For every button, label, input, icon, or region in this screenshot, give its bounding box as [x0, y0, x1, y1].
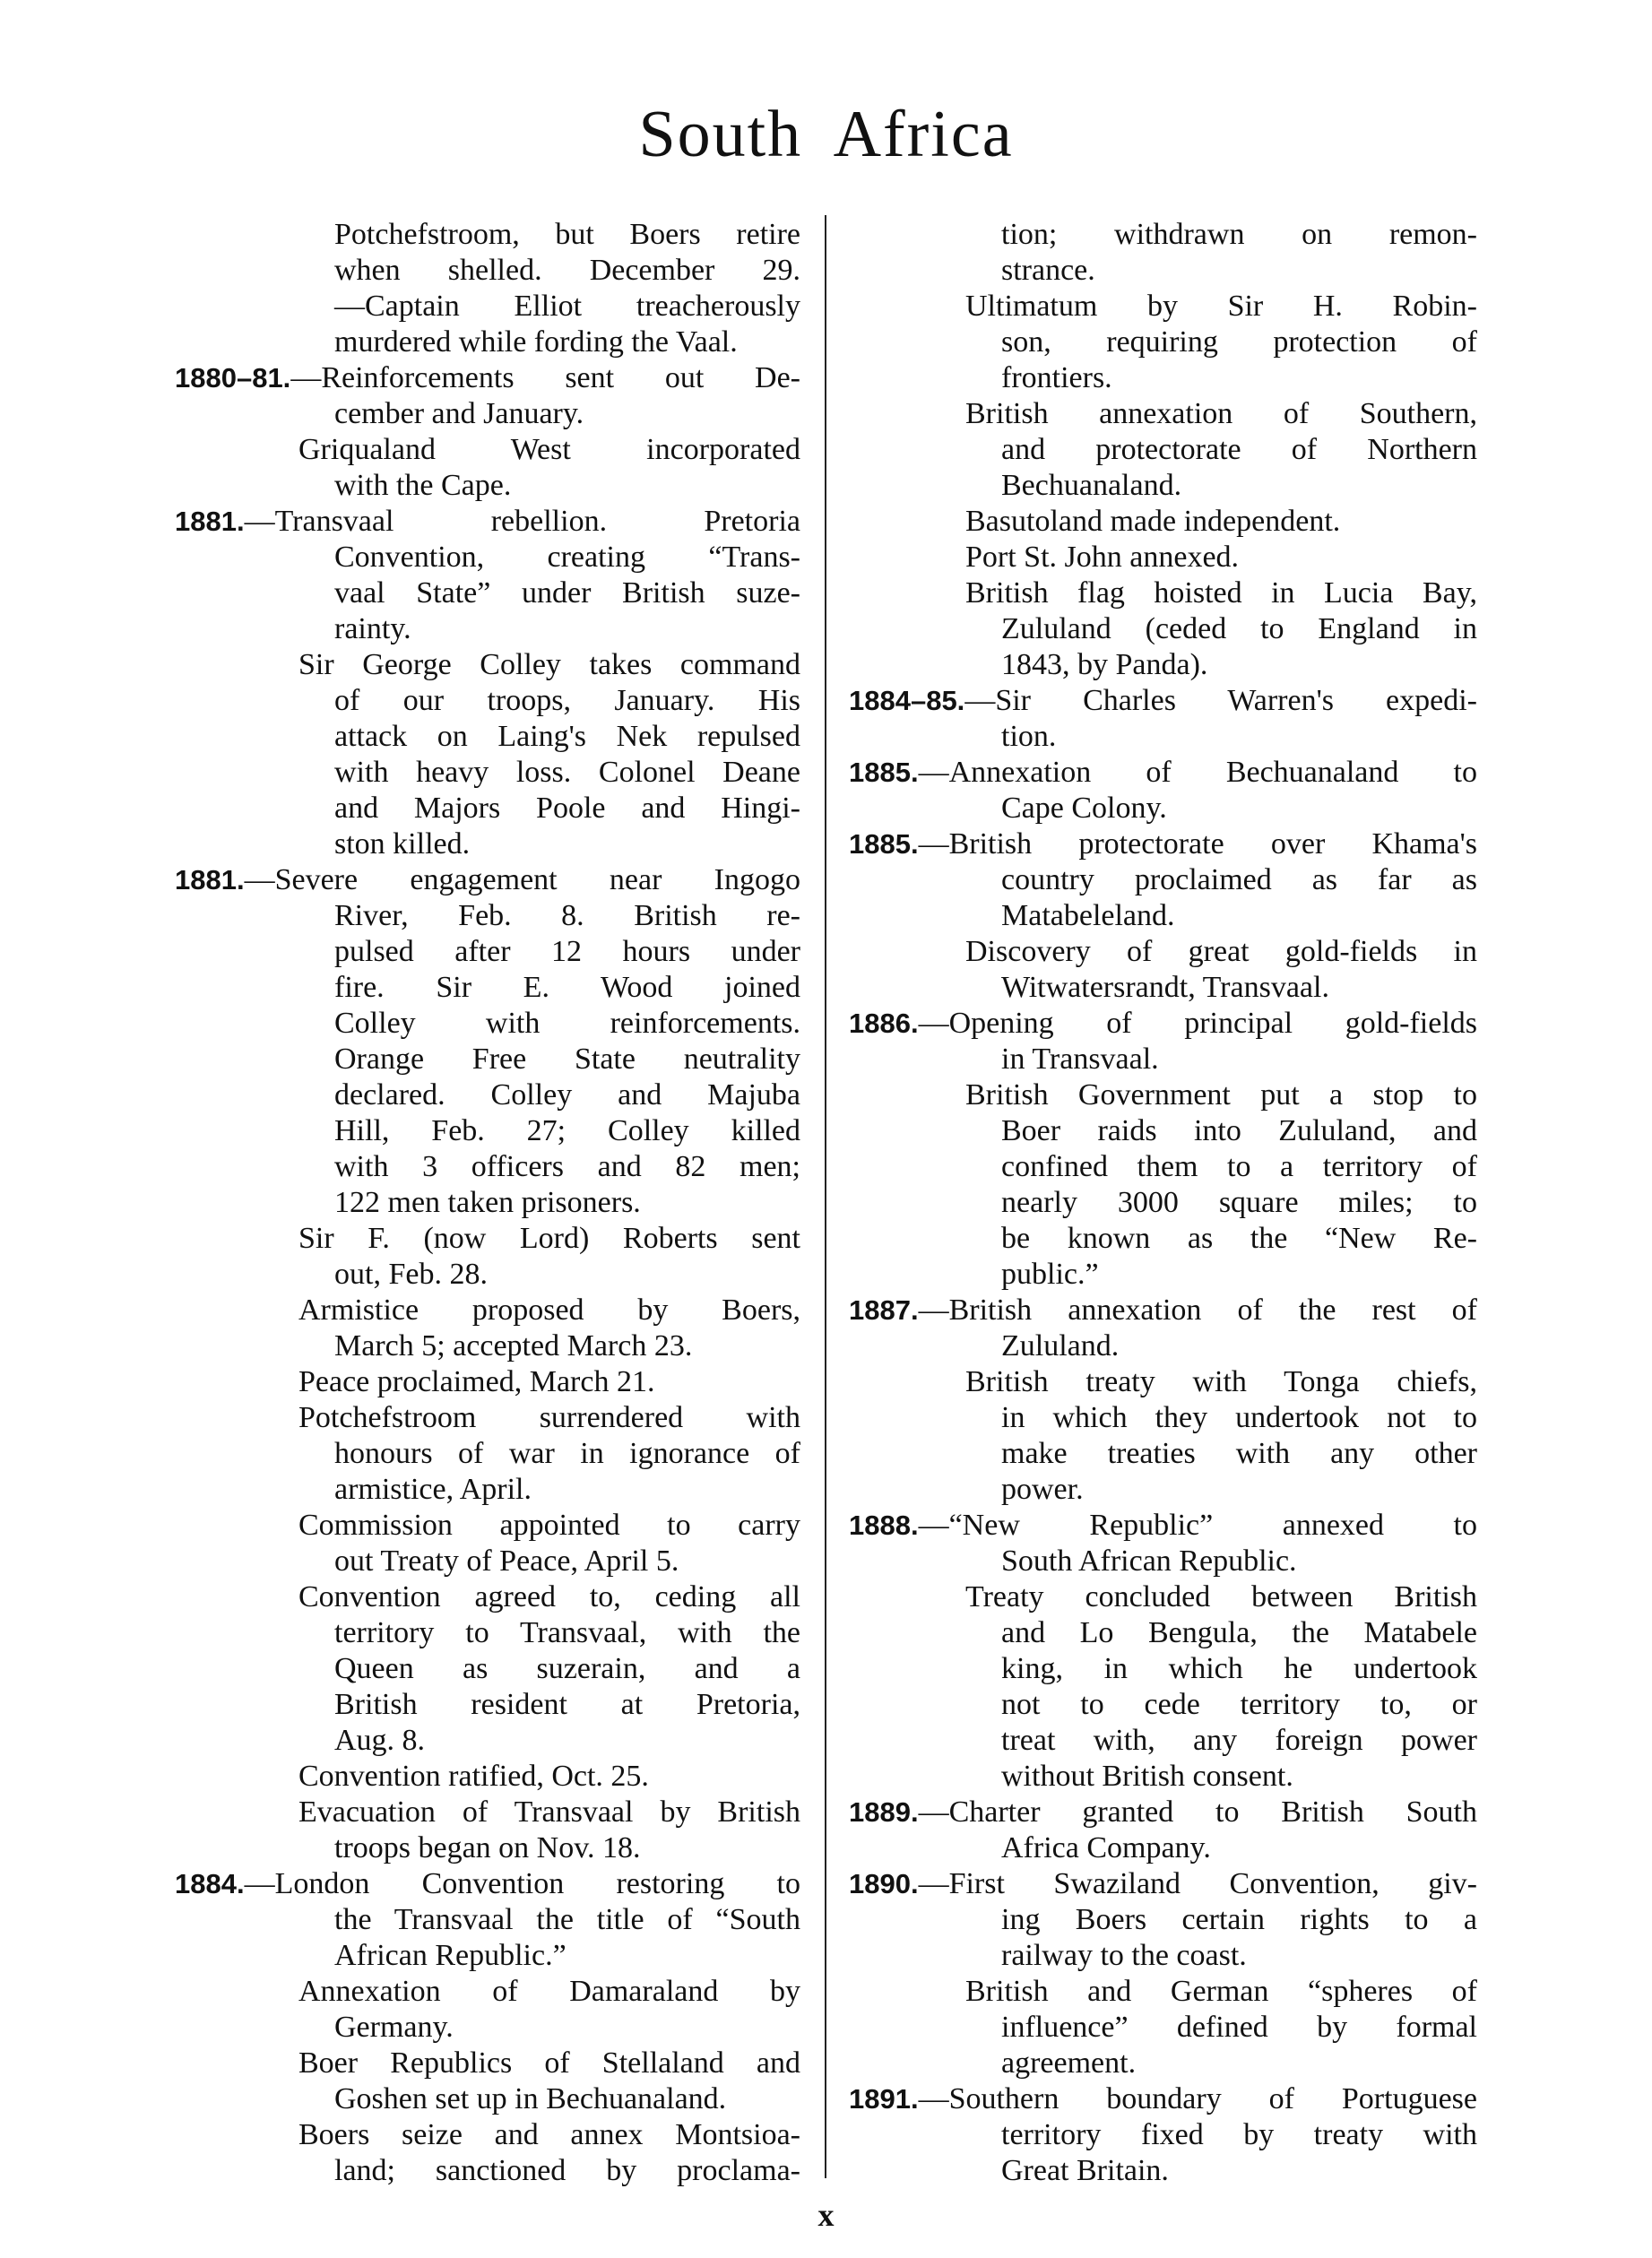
text-line — [298, 2117, 800, 2153]
entry-text: Griqualand West incorporated — [298, 433, 800, 466]
text-line — [1001, 1221, 1477, 1257]
entry-text: nearly 3000 square miles; to — [1001, 1186, 1477, 1219]
entry-text: British annexation of Southern, — [965, 397, 1477, 430]
entry-text: Goshen set up in Bechuanaland. — [334, 2082, 727, 2115]
chronology-subentry — [849, 575, 1477, 683]
entry-text: ston killed. — [334, 827, 471, 861]
entry-text: tion. — [1001, 720, 1057, 753]
text-line — [334, 468, 800, 504]
entry-text: Sir George Colley takes command — [298, 648, 800, 681]
entry-text: influence” defined by formal — [1001, 2011, 1477, 2044]
chronology-subentry — [849, 217, 1477, 289]
text-line — [1001, 1472, 1477, 1508]
entry-text: 1843, by Panda). — [1001, 648, 1208, 681]
text-line — [298, 1508, 800, 1544]
entry-text: land; sanctioned by proclama- — [334, 2154, 800, 2187]
text-line — [334, 1257, 800, 1293]
text-line — [298, 1795, 800, 1830]
entry-text: territory to Transvaal, with the — [334, 1616, 800, 1649]
text-line — [1001, 611, 1477, 647]
text-line — [334, 611, 800, 647]
text-line — [965, 934, 1477, 970]
text-line — [334, 683, 800, 719]
text-line — [334, 575, 800, 611]
text-line — [334, 1436, 800, 1472]
text-line — [1001, 1651, 1477, 1687]
text-line — [334, 540, 800, 575]
entry-text: —Severe engagement near Ingogo — [244, 863, 800, 896]
chronology-subentry — [175, 1221, 800, 1293]
entry-text: Witwatersrandt, Transvaal. — [1001, 971, 1329, 1004]
entry-text: 122 men taken prisoners. — [334, 1186, 641, 1219]
entry-text: British flag hoisted in Lucia Bay, — [965, 576, 1477, 610]
text-line — [334, 2081, 800, 2117]
chronology-entry — [175, 1866, 800, 1974]
entry-text: British resident at Pretoria, — [334, 1688, 800, 1721]
chronology-subentry — [175, 2046, 800, 2117]
text-line — [849, 755, 1477, 791]
entry-text: country proclaimed as far as — [1001, 863, 1477, 896]
text-line — [849, 826, 1477, 862]
entry-text: Convention, creating “Trans- — [334, 541, 800, 574]
entry-text: in Transvaal. — [1001, 1042, 1159, 1076]
text-line — [334, 289, 800, 324]
entry-text: tion; withdrawn on remon- — [1001, 218, 1477, 251]
text-line — [298, 1974, 800, 2010]
entry-text: South African Republic. — [1001, 1544, 1297, 1578]
text-line — [1001, 1830, 1477, 1866]
text-line — [334, 970, 800, 1006]
chronology-entry — [849, 2081, 1477, 2189]
chronology-subentry — [175, 1759, 800, 1795]
chronology-subentry — [175, 1974, 800, 2046]
text-line — [1001, 1544, 1477, 1579]
entry-text: Ultimatum by Sir H. Robin- — [965, 290, 1477, 323]
text-line — [965, 289, 1477, 324]
text-line — [334, 719, 800, 755]
text-line — [1001, 1113, 1477, 1149]
entry-year: 1884–85. — [849, 685, 965, 716]
entry-text: British treaty with Tonga chiefs, — [965, 1365, 1477, 1398]
text-line — [334, 1113, 800, 1149]
text-line — [334, 1006, 800, 1042]
chronology-subentry — [175, 1579, 800, 1759]
text-line — [175, 1866, 800, 1902]
entry-text: troops began on Nov. 18. — [334, 1831, 641, 1864]
text-line — [298, 432, 800, 468]
entry-text: —“New Republic” annexed to — [918, 1509, 1477, 1542]
text-line — [849, 1006, 1477, 1042]
entry-text: —Reinforcements sent out De- — [290, 361, 800, 394]
entry-text: territory fixed by treaty with — [1001, 2118, 1477, 2151]
text-line — [298, 647, 800, 683]
text-line — [334, 1328, 800, 1364]
entry-text: Potchefstroom surrendered with — [298, 1401, 800, 1434]
text-line — [849, 2081, 1477, 2117]
chronology-entry — [849, 1866, 1477, 1974]
entry-year: 1881. — [175, 506, 245, 537]
text-line — [334, 253, 800, 289]
text-line — [965, 1974, 1477, 2010]
entry-text: be known as the “New Re- — [1001, 1222, 1477, 1255]
text-line — [849, 683, 1477, 719]
chronology-subentry — [849, 934, 1477, 1006]
text-line — [1001, 324, 1477, 360]
text-line — [334, 1687, 800, 1723]
text-line — [334, 1830, 800, 1866]
text-line — [849, 1508, 1477, 1544]
chronology-entry — [849, 1293, 1477, 1364]
entry-text: agreement. — [1001, 2046, 1137, 2080]
chronology-subentry — [849, 1974, 1477, 2081]
text-line — [334, 898, 800, 934]
text-line — [334, 1472, 800, 1508]
text-line — [298, 1293, 800, 1328]
text-line — [334, 1149, 800, 1185]
text-line — [1001, 1257, 1477, 1293]
entry-year: 1884. — [175, 1868, 245, 1899]
entry-text: honours of war in ignorance of — [334, 1437, 800, 1470]
entry-text: Potchefstroom, but Boers retire — [334, 218, 800, 251]
text-line — [1001, 2046, 1477, 2081]
entry-text: treat with, any foreign power — [1001, 1724, 1477, 1757]
text-line — [1001, 647, 1477, 683]
text-line — [1001, 360, 1477, 396]
entry-text: without British consent. — [1001, 1760, 1293, 1793]
text-line — [334, 1902, 800, 1938]
text-line — [334, 396, 800, 432]
entry-text: Bechuanaland. — [1001, 469, 1182, 502]
entry-text: —British annexation of the rest of — [918, 1293, 1477, 1327]
entry-text: —Charter granted to British South — [918, 1795, 1477, 1829]
entry-year: 1885. — [849, 828, 919, 860]
page-number: x — [817, 2197, 835, 2233]
entry-text: —First Swaziland Convention, giv- — [918, 1867, 1477, 1900]
chronology-subentry — [175, 647, 800, 862]
entry-text: and protectorate of Northern — [1001, 433, 1477, 466]
text-line — [334, 1938, 800, 1974]
entry-text: Boer Republics of Stellaland and — [298, 2046, 800, 2080]
entry-text: declared. Colley and Majuba — [334, 1078, 800, 1112]
entry-text: —British protectorate over Khama's — [918, 827, 1477, 861]
text-line — [175, 862, 800, 898]
entry-text: Commission appointed to carry — [298, 1509, 800, 1542]
entry-text: Sir F. (now Lord) Roberts sent — [298, 1222, 800, 1255]
text-line — [298, 1579, 800, 1615]
text-line — [1001, 2010, 1477, 2046]
right-column — [849, 217, 1477, 2189]
entry-year: 1885. — [849, 757, 919, 788]
text-line — [1001, 719, 1477, 755]
entry-text: Great Britain. — [1001, 2154, 1169, 2187]
text-line — [1001, 862, 1477, 898]
text-line — [965, 396, 1477, 432]
chronology-entry — [849, 826, 1477, 934]
text-line — [1001, 1436, 1477, 1472]
entry-text: March 5; accepted March 23. — [334, 1329, 693, 1363]
text-line — [1001, 217, 1477, 253]
text-line — [334, 1723, 800, 1759]
entry-text: pulsed after 12 hours under — [334, 935, 800, 968]
text-line — [1001, 253, 1477, 289]
text-line — [334, 826, 800, 862]
entry-text: out, Feb. 28. — [334, 1258, 488, 1291]
chronology-subentry — [175, 1795, 800, 1866]
text-line — [334, 1544, 800, 1579]
text-line — [965, 1579, 1477, 1615]
entry-text: frontiers. — [1001, 361, 1112, 394]
text-line — [334, 934, 800, 970]
text-line — [1001, 1400, 1477, 1436]
entry-text: Peace proclaimed, March 21. — [298, 1365, 655, 1398]
entry-text: Matabeleland. — [1001, 899, 1175, 932]
entry-text: Zululand (ceded to England in — [1001, 612, 1477, 645]
text-line — [965, 1364, 1477, 1400]
entry-text: Armistice proposed by Boers, — [298, 1293, 800, 1327]
entry-year: 1890. — [849, 1868, 919, 1899]
text-line — [334, 217, 800, 253]
chronology-subentry — [849, 1364, 1477, 1508]
entry-text: cember and January. — [334, 397, 584, 430]
text-line — [965, 1077, 1477, 1113]
entry-text: —London Convention restoring to — [244, 1867, 800, 1900]
entry-year: 1888. — [849, 1510, 919, 1541]
chronology-subentry — [849, 289, 1477, 396]
entry-text: son, requiring protection of — [1001, 325, 1477, 359]
entry-text: the Transvaal the title of “South — [334, 1903, 800, 1936]
entry-text: Queen as suzerain, and a — [334, 1652, 800, 1685]
entry-text: railway to the coast. — [1001, 1939, 1247, 1972]
page-title: South Africa — [638, 98, 1014, 171]
entry-text: public.” — [1001, 1258, 1099, 1291]
text-line — [965, 540, 1477, 575]
text-line — [1001, 1149, 1477, 1185]
entry-text: —Southern boundary of Portuguese — [918, 2082, 1477, 2115]
entry-year: 1889. — [849, 1796, 919, 1828]
entry-text: British Government put a stop to — [965, 1078, 1477, 1112]
text-line — [334, 791, 800, 826]
text-line — [1001, 1042, 1477, 1077]
text-line — [334, 1185, 800, 1221]
entry-text: —Captain Elliot treacherously — [334, 290, 800, 323]
text-line — [175, 360, 800, 396]
text-line — [1001, 1759, 1477, 1795]
text-line — [1001, 2117, 1477, 2153]
entry-text: Orange Free State neutrality — [334, 1042, 800, 1076]
entry-text: vaal State” under British suze- — [334, 576, 800, 610]
text-line — [849, 1293, 1477, 1328]
chronology-subentry — [849, 1579, 1477, 1795]
entry-year: 1887. — [849, 1294, 919, 1326]
text-line — [334, 1651, 800, 1687]
text-line — [1001, 1185, 1477, 1221]
entry-text: Boers seize and annex Montsioa- — [298, 2118, 800, 2151]
entry-text: not to cede territory to, or — [1001, 1688, 1477, 1721]
entry-text: Convention agreed to, ceding all — [298, 1580, 800, 1613]
chronology-subentry — [849, 1077, 1477, 1293]
entry-text: with heavy loss. Colonel Deane — [334, 756, 800, 789]
entry-text: Convention ratified, Oct. 25. — [298, 1760, 649, 1793]
entry-text: and Lo Bengula, the Matabele — [1001, 1616, 1477, 1649]
text-line — [1001, 1615, 1477, 1651]
text-line — [1001, 1723, 1477, 1759]
entry-text: Germany. — [334, 2011, 454, 2044]
entry-text: with 3 officers and 82 men; — [334, 1150, 800, 1183]
text-line — [1001, 1328, 1477, 1364]
entry-year: 1880–81. — [175, 362, 291, 394]
text-line — [334, 1042, 800, 1077]
chronology-subentry — [175, 2117, 800, 2189]
entry-text: Treaty concluded between British — [965, 1580, 1477, 1613]
chronology-subentry — [849, 540, 1477, 575]
text-line — [1001, 1902, 1477, 1938]
entry-text: king, in which he undertook — [1001, 1652, 1477, 1685]
chronology-entry — [175, 504, 800, 647]
entry-text: strance. — [1001, 254, 1095, 287]
text-line — [298, 2046, 800, 2081]
entry-text: British and German “spheres of — [965, 1975, 1477, 2008]
entry-text: out Treaty of Peace, April 5. — [334, 1544, 679, 1578]
chronology-subentry — [175, 217, 800, 360]
entry-text: power. — [1001, 1473, 1084, 1506]
text-line — [1001, 468, 1477, 504]
entry-text: Africa Company. — [1001, 1831, 1211, 1864]
left-column — [175, 217, 800, 2189]
text-line — [849, 1866, 1477, 1902]
entry-text: Boer raids into Zululand, and — [1001, 1114, 1477, 1147]
text-line — [1001, 432, 1477, 468]
chronology-subentry — [175, 1508, 800, 1579]
entry-text: of our troops, January. His — [334, 684, 800, 717]
chronology-entry — [175, 862, 800, 1221]
entry-text: attack on Laing's Nek repulsed — [334, 720, 800, 753]
entry-year: 1891. — [849, 2083, 919, 2115]
text-line — [1001, 1938, 1477, 1974]
chronology-entry — [849, 755, 1477, 826]
chronology-subentry — [175, 1400, 800, 1508]
chronology-subentry — [175, 1293, 800, 1364]
chronology-entry — [849, 1795, 1477, 1866]
entry-text: Annexation of Damaraland by — [298, 1975, 800, 2008]
text-line — [1001, 791, 1477, 826]
chronology-subentry — [849, 396, 1477, 504]
entry-text: make treaties with any other — [1001, 1437, 1477, 1470]
entry-year: 1881. — [175, 864, 245, 895]
entry-text: River, Feb. 8. British re- — [334, 899, 800, 932]
text-line — [298, 1221, 800, 1257]
entry-text: murdered while fording the Vaal. — [334, 325, 738, 359]
text-line — [298, 1759, 800, 1795]
text-line — [1001, 2153, 1477, 2189]
entry-text: Aug. 8. — [334, 1724, 426, 1757]
entry-text: Hill, Feb. 27; Colley killed — [334, 1114, 800, 1147]
entry-text: rainty. — [334, 612, 411, 645]
entry-text: fire. Sir E. Wood joined — [334, 971, 800, 1004]
entry-text: when shelled. December 29. — [334, 254, 800, 287]
entry-text: —Annexation of Bechuanaland to — [918, 756, 1477, 789]
entry-text: confined them to a territory of — [1001, 1150, 1477, 1183]
entry-text: Port St. John annexed. — [965, 541, 1240, 574]
entry-text: —Opening of principal gold-fields — [918, 1007, 1477, 1040]
text-line — [1001, 1687, 1477, 1723]
text-line — [334, 1077, 800, 1113]
text-line — [965, 575, 1477, 611]
chronology-entry — [849, 1006, 1477, 1077]
text-line — [298, 1364, 800, 1400]
entry-text: ing Boers certain rights to a — [1001, 1903, 1477, 1936]
chronology-entry — [849, 1508, 1477, 1579]
text-line — [1001, 970, 1477, 1006]
text-line — [334, 2153, 800, 2189]
column-divider — [825, 215, 826, 2178]
entry-text: Discovery of great gold-fields in — [965, 935, 1477, 968]
text-line — [334, 1615, 800, 1651]
text-line — [965, 504, 1477, 540]
entry-text: —Transvaal rebellion. Pretoria — [244, 505, 800, 538]
text-line — [849, 1795, 1477, 1830]
entry-text: Evacuation of Transvaal by British — [298, 1795, 800, 1829]
chronology-entry — [849, 683, 1477, 755]
entry-year: 1886. — [849, 1008, 919, 1039]
entry-text: African Republic.” — [334, 1939, 567, 1972]
text-line — [334, 2010, 800, 2046]
text-line — [334, 755, 800, 791]
text-line — [1001, 898, 1477, 934]
chronology-subentry — [175, 432, 800, 504]
entry-text: Basutoland made independent. — [965, 505, 1341, 538]
text-line — [175, 504, 800, 540]
chronology-subentry — [175, 1364, 800, 1400]
chronology-entry — [175, 360, 800, 432]
entry-text: in which they undertook not to — [1001, 1401, 1477, 1434]
entry-text: and Majors Poole and Hingi- — [334, 792, 800, 825]
chronology-subentry — [849, 504, 1477, 540]
entry-text: Zululand. — [1001, 1329, 1120, 1363]
entry-text: Cape Colony. — [1001, 792, 1167, 825]
entry-text: armistice, April. — [334, 1473, 532, 1506]
text-line — [334, 324, 800, 360]
entry-text: —Sir Charles Warren's expedi- — [964, 684, 1477, 717]
entry-text: with the Cape. — [334, 469, 512, 502]
text-line — [298, 1400, 800, 1436]
entry-text: Colley with reinforcements. — [334, 1007, 800, 1040]
